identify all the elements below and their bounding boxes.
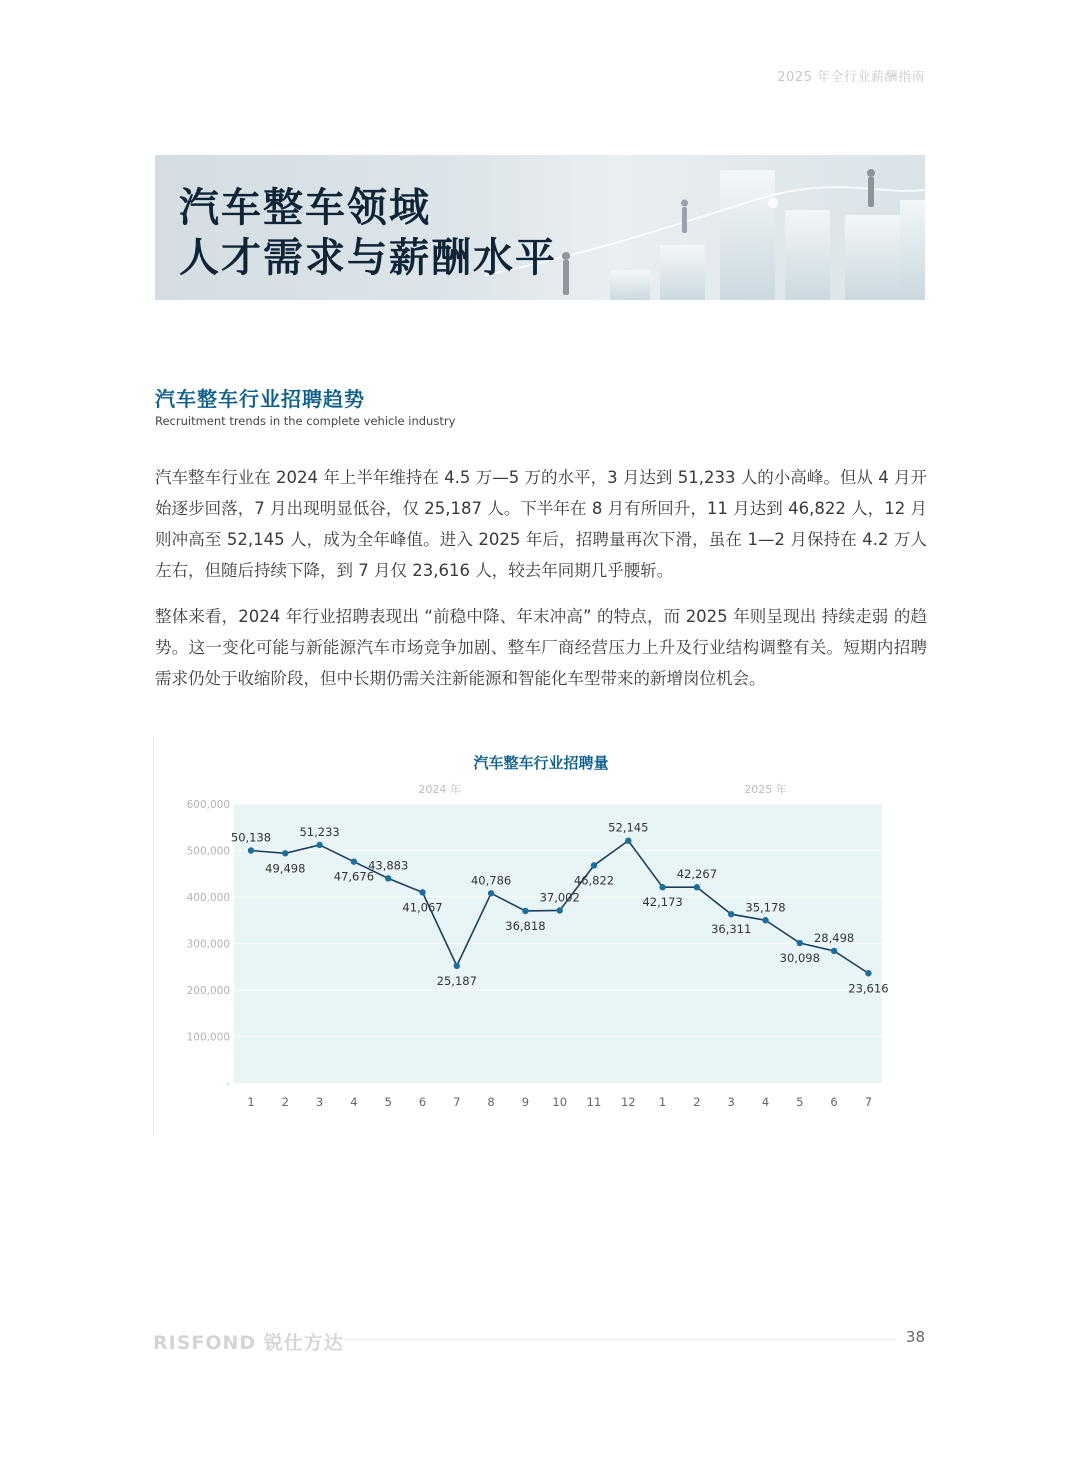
data-label: 47,676 xyxy=(333,869,375,884)
data-label: 50,138 xyxy=(230,830,272,845)
data-point xyxy=(282,850,288,856)
x-tick-label: 1 xyxy=(247,1095,255,1109)
footer-logo: RISFOND 锐仕方达 xyxy=(153,1332,344,1354)
data-label: 51,233 xyxy=(299,824,340,839)
x-tick-label: 2 xyxy=(693,1095,701,1109)
y-tick-label: 300,000 xyxy=(186,938,230,951)
data-point xyxy=(522,908,528,914)
data-label: 42,267 xyxy=(676,867,718,882)
data-point xyxy=(248,847,254,853)
section-title: 汽车整车行业招聘趋势 xyxy=(155,387,365,411)
x-tick-label: 4 xyxy=(350,1095,358,1109)
y-tick-label: 600,000 xyxy=(186,799,230,811)
data-point xyxy=(728,911,734,917)
running-header: 2025 年全行业薪酬指南 xyxy=(777,70,925,85)
data-point xyxy=(694,884,700,890)
x-tick-label: 6 xyxy=(830,1095,838,1109)
chart-title: 汽车整车行业招聘量 xyxy=(473,754,609,772)
x-tick-label: 3 xyxy=(727,1095,735,1109)
y-tick-label: 400,000 xyxy=(186,892,230,904)
data-label: 25,187 xyxy=(436,973,477,988)
data-point xyxy=(351,858,357,864)
data-label: 52,145 xyxy=(608,820,649,835)
y-tick-label: - xyxy=(226,1078,230,1090)
data-point xyxy=(865,970,871,976)
data-point xyxy=(591,862,597,868)
year-group-label: 2025 年 xyxy=(744,783,787,796)
data-point xyxy=(488,890,494,896)
recruitment-chart xyxy=(153,736,929,1136)
data-point xyxy=(419,889,425,895)
data-point xyxy=(625,838,631,844)
data-point xyxy=(831,948,837,954)
data-point xyxy=(797,940,803,946)
y-tick-label: 500,000 xyxy=(186,845,230,858)
x-tick-label: 11 xyxy=(586,1095,602,1109)
x-tick-label: 3 xyxy=(315,1095,324,1109)
recruitment-line-chart xyxy=(154,736,929,1136)
x-tick-label: 4 xyxy=(761,1095,770,1109)
banner-title-line1: 汽车整车领域 xyxy=(179,185,431,231)
x-tick-label: 8 xyxy=(487,1095,495,1109)
y-tick-label: 200,000 xyxy=(186,985,230,997)
data-label: 30,098 xyxy=(779,951,820,966)
body-paragraph-1: 汽车整车行业在 2024 年上半年维持在 4.5 万—5 万的水平，3 月达到 51,233 人的小高峰。但从 4 月开始逐步回落，7 月出现明显低谷，仅 25,187 人。下半年在 8 月有所回升，11 月达到 46,822 人，12 月则冲高至 52,145 人，成为全年峰值。进入 2025 年后，招聘量再次下滑，虽在 1—2 月保持在 4.2 万人左右，但随后持续下降，到 7 月仅 23,616 人，较去年同期几乎腰斩。 xyxy=(155,468,927,580)
year-group-label: 2024 年 xyxy=(418,783,461,796)
title-banner xyxy=(155,155,925,300)
section-subtitle: Recruitment trends in the complete vehicle industry xyxy=(155,414,456,428)
data-point xyxy=(385,875,391,881)
data-label: 28,498 xyxy=(813,930,855,945)
x-tick-label: 10 xyxy=(552,1095,568,1109)
body-paragraph-2: 整体来看，2024 年行业招聘表现出 “前稳中降、年末冲高” 的特点，而 2025 年则呈现出 持续走弱 的趋势。这一变化可能与新能源汽车市场竞争加剧、整车厂商经营压力上升及行业结构调整有关。短期内招聘需求仍处于收缩阶段，但中长期仍需关注新能源和智能化车型带来的新增岗位机会。 xyxy=(155,607,927,688)
data-point xyxy=(762,917,768,923)
data-label: 43,883 xyxy=(368,858,409,873)
section-heading xyxy=(155,383,455,428)
x-tick-label: 5 xyxy=(384,1095,392,1109)
data-point xyxy=(557,907,563,913)
page-number: 38 xyxy=(905,1328,925,1346)
x-tick-label: 5 xyxy=(796,1095,804,1109)
data-point xyxy=(454,963,460,969)
data-label: 36,818 xyxy=(505,918,546,933)
data-label: 37,002 xyxy=(539,890,580,905)
data-label: 41,067 xyxy=(402,900,443,915)
x-tick-label: 12 xyxy=(620,1095,636,1109)
data-label: 23,616 xyxy=(848,981,889,996)
data-label: 35,178 xyxy=(745,900,786,915)
banner-title-line2: 人才需求与薪酬水平 xyxy=(179,235,557,281)
x-tick-label: 9 xyxy=(521,1095,530,1109)
x-tick-label: 6 xyxy=(418,1095,427,1109)
banner-title xyxy=(179,183,557,283)
data-point xyxy=(316,842,322,848)
body-text xyxy=(155,462,927,709)
x-tick-label: 7 xyxy=(864,1095,873,1109)
x-tick-label: 7 xyxy=(453,1095,461,1109)
data-label: 49,498 xyxy=(265,861,306,876)
data-label: 42,173 xyxy=(642,895,683,910)
footer-divider xyxy=(345,1339,895,1340)
data-point xyxy=(659,884,665,890)
data-label: 36,311 xyxy=(711,922,752,937)
data-label: 46,822 xyxy=(573,873,615,888)
x-tick-label: 2 xyxy=(281,1095,289,1109)
x-tick-label: 1 xyxy=(658,1095,667,1109)
data-label: 40,786 xyxy=(470,873,512,888)
y-tick-label: 100,000 xyxy=(186,1031,230,1044)
